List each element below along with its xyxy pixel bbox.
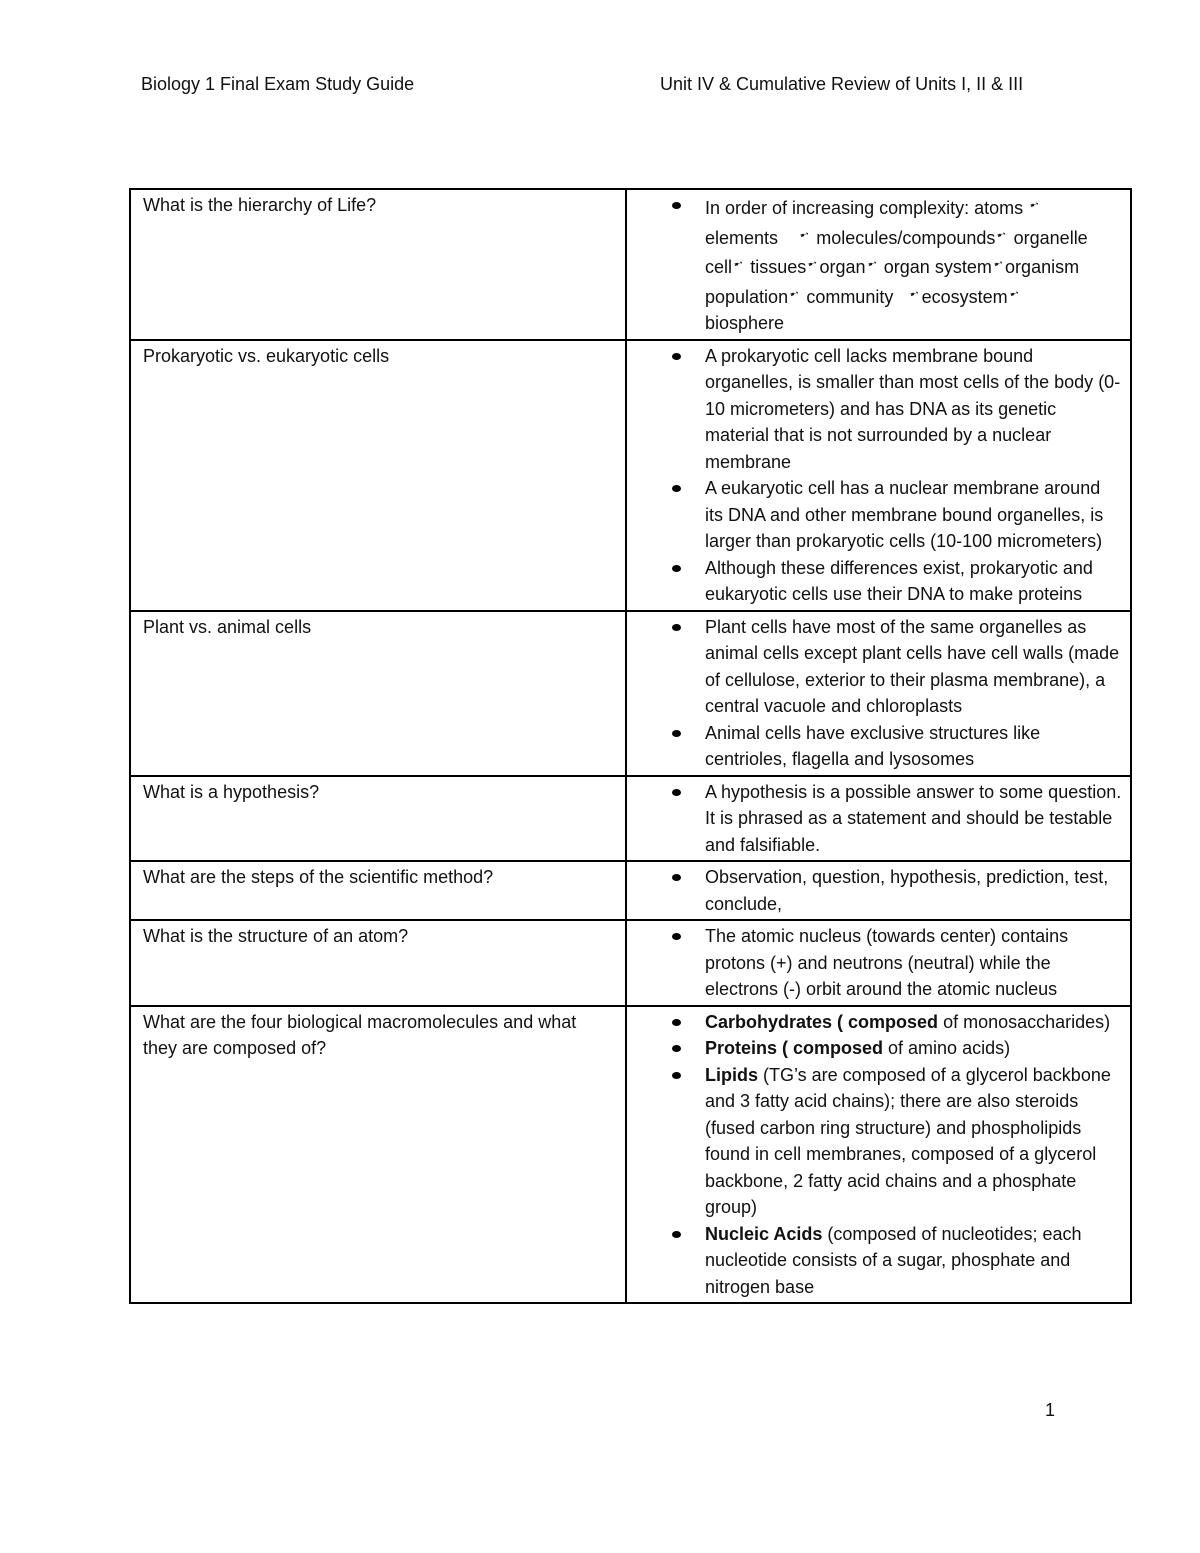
bullet-text: Animal cells have exclusive structures like centrioles, flagella and lysosomes [705, 722, 1041, 769]
bullet-icon [672, 1231, 681, 1238]
table-row [130, 611, 1131, 776]
arrow-icon: ➸ [1007, 286, 1021, 301]
hierarchy-level: tissues [750, 257, 807, 277]
macromolecule-desc: of monosaccharides) [938, 1011, 1111, 1032]
question-cell: What are the four biological macromolecules and what they are composed of? [130, 1006, 626, 1304]
header-unit: Unit IV & Cumulative Review of Units I, II & III [660, 74, 1024, 94]
answer-list [627, 614, 1122, 773]
bullet-icon [672, 565, 681, 572]
arrow-icon: ➸ [991, 256, 1005, 272]
list-item [627, 192, 1122, 337]
question-cell: Plant vs. animal cells [130, 611, 626, 776]
hierarchy-level: organ system [883, 257, 992, 277]
macromolecule-desc: (composed of nucleotides; each nucleotide consists of a sugar, phosphate and nitrogen base [705, 1223, 1082, 1297]
answer-cell [626, 611, 1131, 776]
question-cell: What are the steps of the scientific method? [130, 861, 626, 920]
hierarchy-level: community [806, 286, 894, 307]
table-row [130, 920, 1131, 1006]
macromolecule-term: Proteins ( composed [705, 1038, 884, 1058]
hierarchy-level: biosphere [705, 313, 785, 333]
hierarchy-level: organism [1005, 257, 1080, 277]
list-item [627, 779, 1122, 859]
bullet-text: A hypothesis is a possible answer to some question. It is phrased as a statement and should be testable and falsifiable. [705, 781, 1122, 855]
list-item [627, 555, 1122, 608]
answer-cell [626, 1006, 1131, 1304]
table-row [130, 861, 1131, 920]
table-row [130, 1006, 1131, 1304]
arrow-icon: ➸ [865, 256, 879, 272]
list-item [627, 475, 1122, 555]
answer-list [627, 864, 1122, 917]
question-cell: Prokaryotic vs. eukaryotic cells [130, 340, 626, 611]
question-cell: What is a hypothesis? [130, 776, 626, 862]
bullet-icon [672, 789, 681, 796]
bullet-text: A prokaryotic cell lacks membrane bound organelles, is smaller than most cells of the body (0-10 micrometers) and has DNA as its genetic material that is not surrounded by a nuclear membrane [705, 345, 1121, 472]
bullet-text: A eukaryotic cell has a nuclear membrane around its DNA and other membrane bound organelles, is larger than prokaryotic cells (10-100 micrometers) [705, 478, 1104, 551]
hierarchy-level: organ [819, 257, 866, 277]
hierarchy-level: molecules/compounds [816, 227, 996, 248]
table-row [130, 776, 1131, 862]
hierarchy-intro: In order of increasing complexity: atoms [705, 198, 1024, 218]
bullet-text: Observation, question, hypothesis, prediction, test, conclude, [705, 867, 1109, 914]
macromolecule-desc: (TG’s are composed of a glycerol backbone and 3 fatty acid chains); there are also steroids (fused carbon ring structure) and phospholipids found in cell membranes, composed of a glycerol backbone, 2 fatty acid chains and a phosphate group) [705, 1064, 1111, 1217]
bullet-text: The atomic nucleus (towards center) contains protons (+) and neutrons (neutral) while the electrons (-) orbit around the atomic nucleus [705, 926, 1069, 999]
question-cell: What is the structure of an atom? [130, 920, 626, 1006]
hierarchy-level: elements [705, 227, 779, 248]
answer-cell [626, 861, 1131, 920]
bullet-icon [672, 485, 681, 492]
answer-cell [626, 776, 1131, 862]
answer-list [627, 192, 1122, 337]
arrow-icon: ➸ [908, 286, 922, 301]
bullet-icon [672, 874, 681, 881]
answer-list [627, 343, 1122, 608]
arrow-icon: ➸ [798, 227, 811, 242]
bullet-icon [672, 1045, 681, 1052]
arrow-icon: ➸ [788, 286, 801, 301]
hierarchy-level: population [705, 286, 789, 307]
list-item [627, 1035, 1122, 1062]
hierarchy-level: organelle [1013, 227, 1088, 248]
answer-list [627, 1009, 1122, 1301]
bullet-icon [672, 1072, 681, 1079]
study-guide-table [129, 188, 1132, 1304]
list-item [627, 1062, 1122, 1221]
answer-list [627, 779, 1122, 859]
bullet-icon [672, 933, 681, 940]
macromolecule-term: Nucleic Acids [705, 1223, 823, 1244]
bullet-icon [672, 353, 681, 360]
table-row [130, 340, 1131, 611]
list-item [627, 343, 1122, 476]
list-item [627, 923, 1122, 1003]
arrow-icon: ➸ [995, 227, 1009, 242]
hierarchy-level: ecosystem [921, 286, 1008, 307]
bullet-icon [672, 624, 681, 631]
list-item [627, 720, 1122, 773]
bullet-icon [672, 202, 681, 209]
bullet-text: Plant cells have most of the same organelles as animal cells except plant cells have cell walls (made of cellulose, exterior to their plasma membrane), a central vacuole and chloroplasts [705, 616, 1120, 716]
hierarchy-level: cell [705, 257, 733, 277]
arrow-icon: ➸ [732, 256, 745, 272]
bullet-text: Although these differences exist, prokaryotic and eukaryotic cells use their DNA to make proteins [705, 557, 1093, 604]
question-cell: What is the hierarchy of Life? [130, 189, 626, 340]
table-row [130, 189, 1131, 340]
page-number: 1 [1045, 1400, 1056, 1420]
bullet-icon [672, 1019, 681, 1026]
answer-cell [626, 920, 1131, 1006]
bullet-icon [672, 730, 681, 737]
macromolecule-desc: of amino acids) [883, 1038, 1011, 1058]
header-title: Biology 1 Final Exam Study Guide [141, 74, 415, 94]
list-item [627, 1221, 1122, 1301]
list-item [627, 614, 1122, 720]
macromolecule-term: Carbohydrates ( composed [705, 1011, 939, 1032]
answer-cell [626, 189, 1131, 340]
arrow-icon: ➸ [1028, 197, 1042, 213]
answer-cell [626, 340, 1131, 611]
list-item [627, 864, 1122, 917]
macromolecule-term: Lipids [705, 1064, 758, 1085]
answer-list [627, 923, 1122, 1003]
arrow-icon: ➸ [806, 256, 820, 272]
list-item [627, 1009, 1122, 1036]
